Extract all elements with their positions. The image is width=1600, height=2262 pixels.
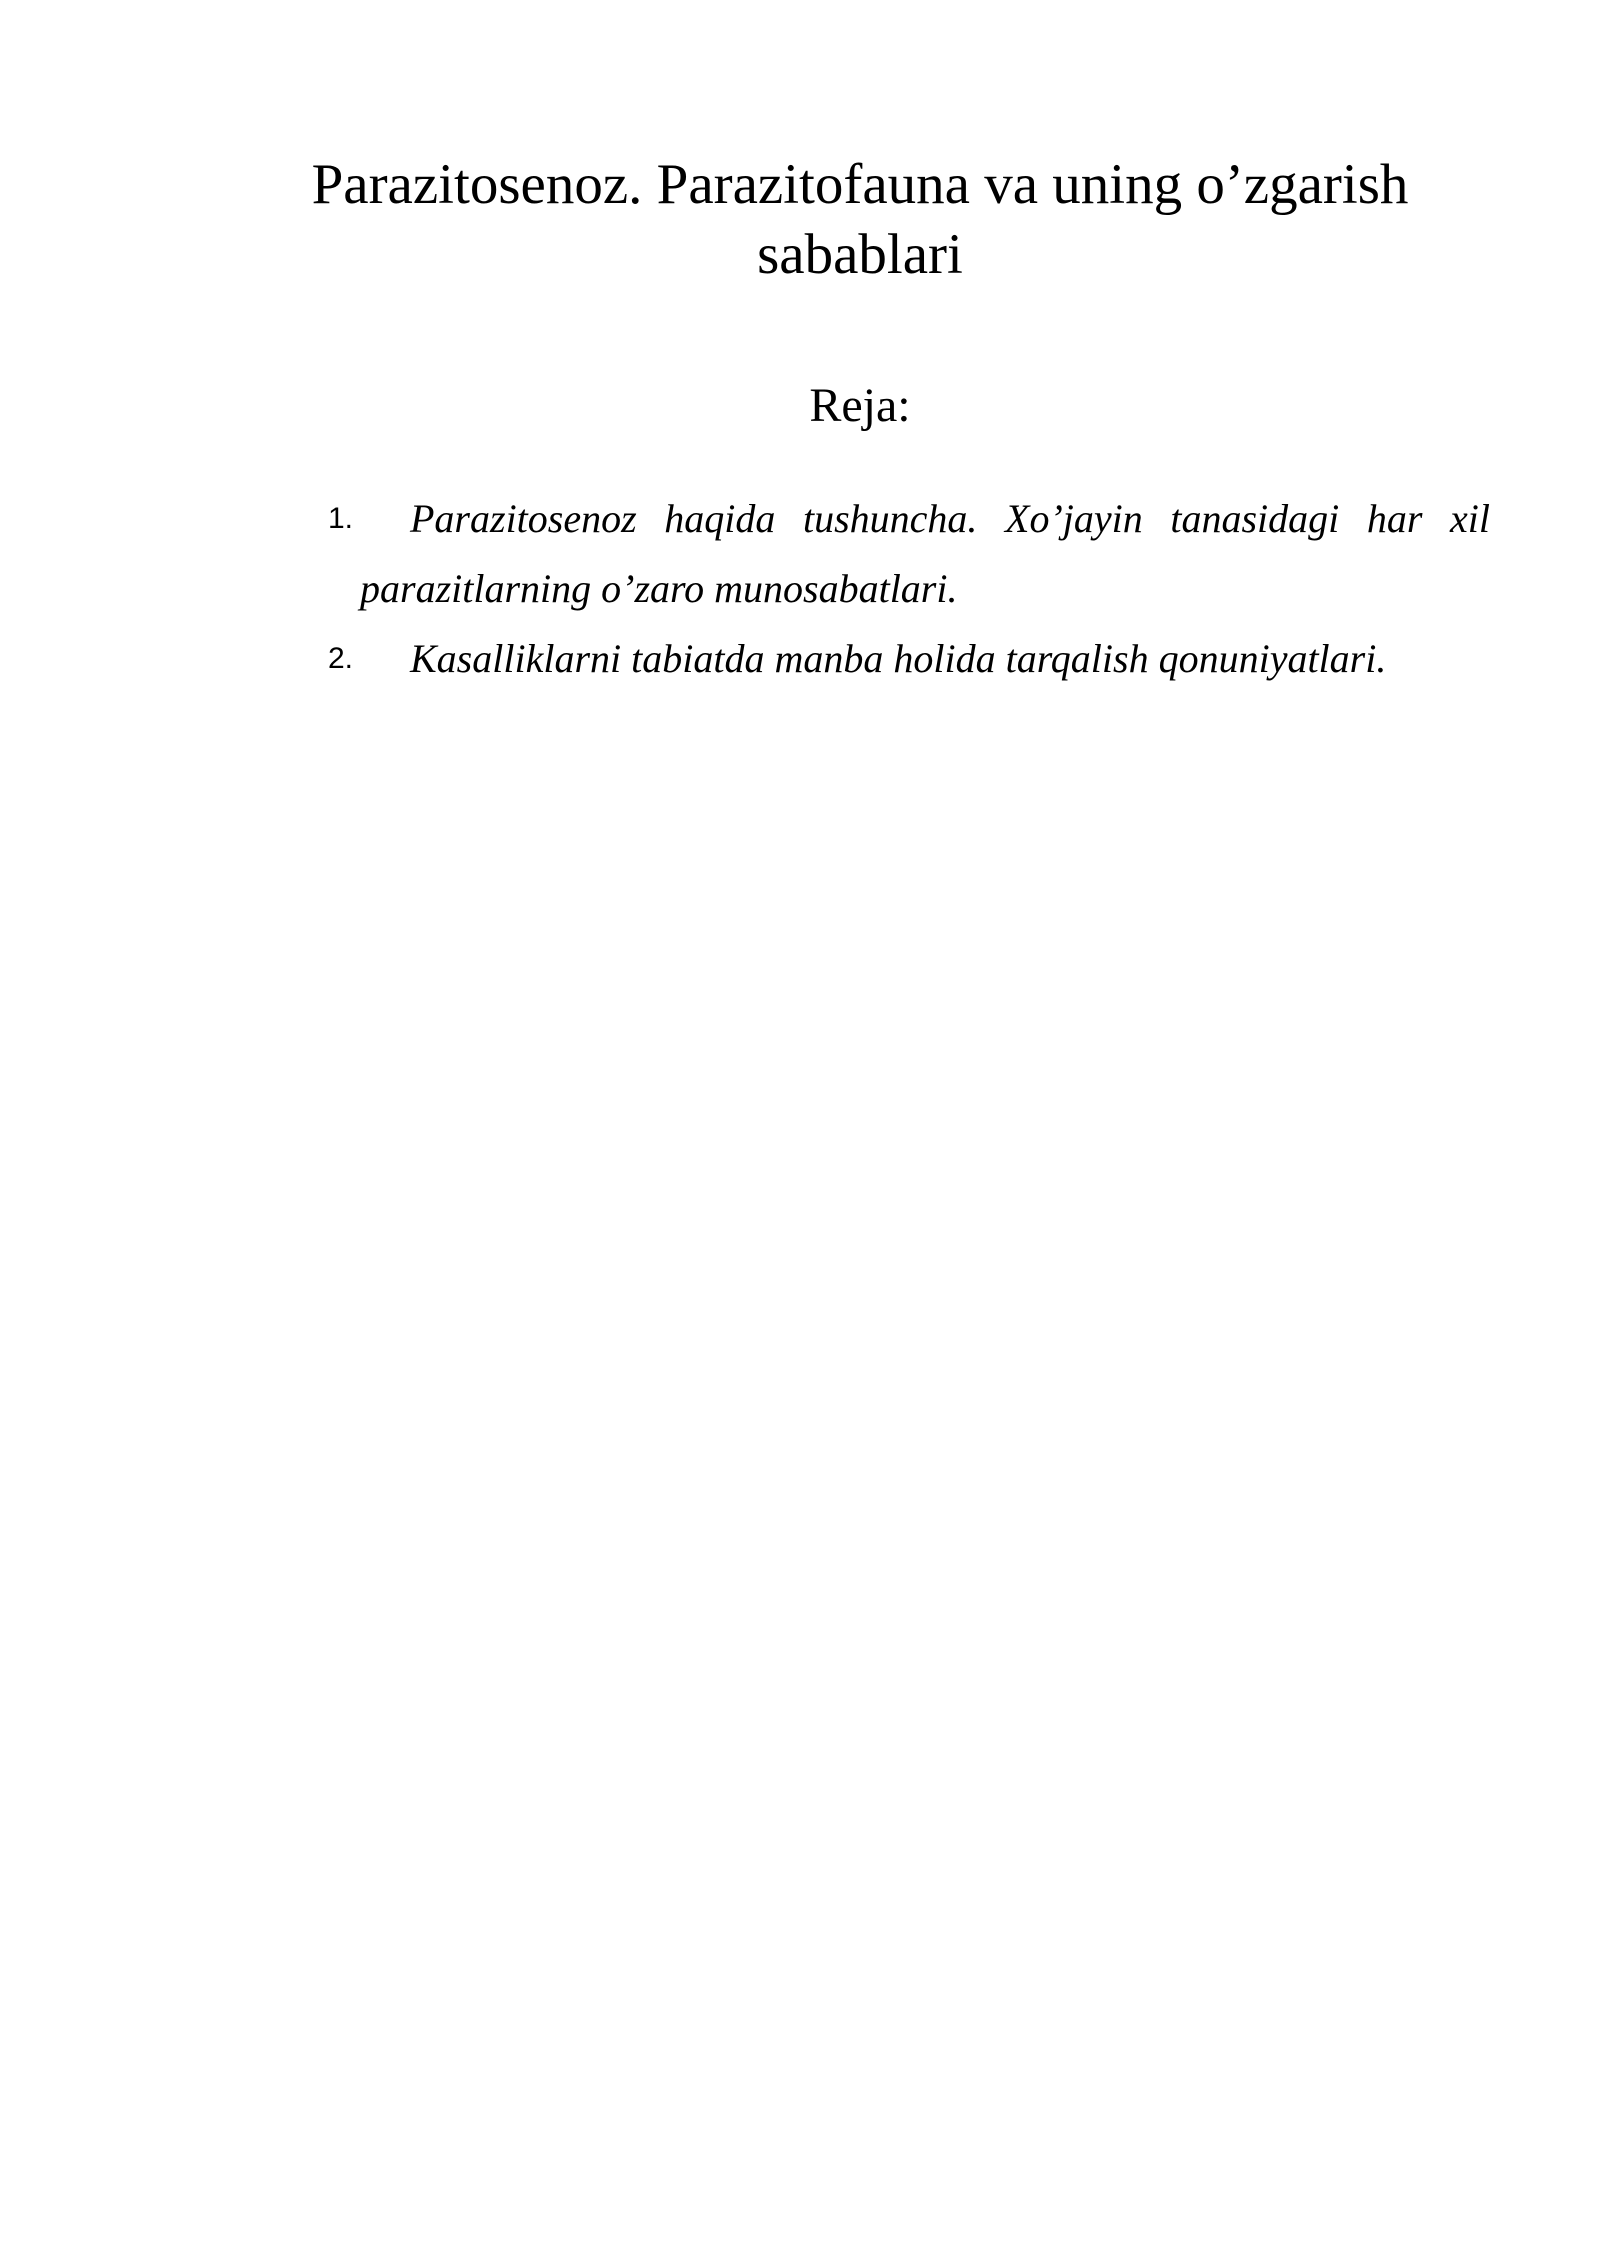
plan-item-number: 1. [328, 502, 354, 535]
plan-item-text: Parazitosenoz haqida tushuncha. Xo’jayin tanasidagi har xil parazitlarning o’zaro munosabatlari. [360, 496, 1490, 611]
plan-item-number: 2. [328, 642, 354, 675]
document-title: Parazitosenoz. Parazitofauna va uning o’zgarish sabablari [311, 153, 1409, 286]
plan-item-1 [320, 484, 1490, 624]
plan-list [320, 484, 1490, 694]
plan-item-2 [320, 624, 1490, 694]
plan-heading: Reja: [809, 379, 911, 432]
plan-item-text: Kasalliklarni tabiatda manba holida tarqalish qonuniyatlari. [410, 636, 1387, 681]
